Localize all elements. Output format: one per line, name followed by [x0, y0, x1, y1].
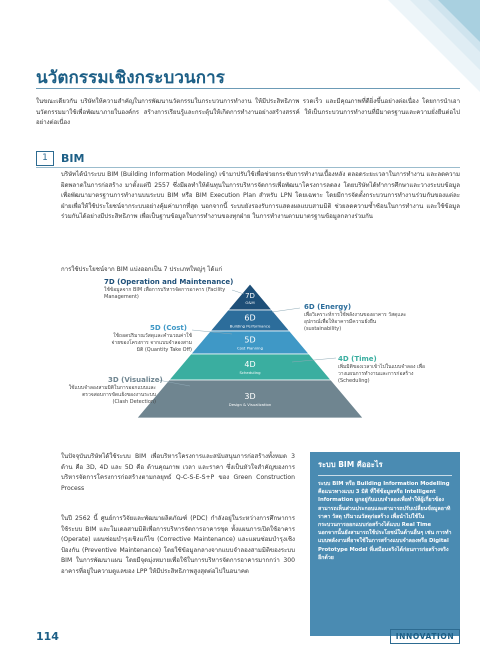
- pyramid-label-5d: Cost Planning: [236, 345, 264, 351]
- info-box-body: ระบบ BIM หรือ Building Information Modelling คือแนวทางแบบ 3 มิติ ที่ใช้ข้อมูลหรือ Intelligent Information ผูกอยู่กับแบบจำลองเพื่อทำให้ผู้เกี่ยวข้องสามารถเห็นส่วนประกอบและสามารถปรับเปลี่ยนข้อมูลอาทิ ราคา วัสดุ ปริมาณวัสดุก่อสร้าง เพื่อนำไปใช้ในกระบวนการออกแบบก่อสร้างได้แบบ Real Time นอกจากนั้นยังสามารถใช้ประโยชน์ในด้านอื่นๆ เช่น การทำแบบพลังงานที่อาจใช้ในการสร้างแบบจำลองหรือ Digital Prototype Model ที่เสมือนจริงได้ก่อนการก่อสร้างจริงอีกด้วย: [318, 481, 452, 561]
- bim-pyramid-diagram: [0, 270, 480, 420]
- dim-7d-note: ใช้ข้อมูลจาก BIM เพื่อการบริหารจัดการอาคาร (Facility Management): [104, 287, 226, 301]
- pyramid-label-4d: Scheduling: [239, 370, 261, 375]
- pyramid-code-4d: 4D: [244, 360, 256, 369]
- pyramid-label-6d: Building Performance: [229, 323, 271, 329]
- dim-5d-title: 5D (Cost): [150, 324, 187, 332]
- dim-5d-note: ใช้ถอดปริมาณวัสดุและคำนวณค่าใช้จ่ายของโครงการ จากแบบจำลองสามมิติ (Quantity Take Off): [111, 333, 192, 354]
- pyramid-label-3d: Design & Visualization: [228, 402, 272, 407]
- bim-lead-text: การใช้ประโยชน์จาก BIM แบ่งออกเป็น 7 ประเภทใหญ่ๆ ได้แก่: [61, 266, 223, 273]
- title-divider: [36, 88, 460, 89]
- dim-4d-title: 4D (Time): [338, 355, 377, 363]
- dim-3d-note: ใช้แบบจำลองสามมิติในการออกแบบและตรวจสอบการขัดแย้งของงานระบบ (Clash Detection): [68, 385, 156, 406]
- dim-7d-title: 7D (Operation and Maintenance): [104, 278, 234, 286]
- dim-4d-note: เพิ่มมิติของเวลาเข้าไปในแบบจำลอง เพื่อวางแผนการทำงานและการก่อสร้าง (Scheduling): [338, 364, 425, 385]
- left-paragraph-1: ในปัจจุบันบริษัทได้ใช้ระบบ BIM เพื่อบริหารโครงการและสนับสนุนการก่อสร้างทั้งหมด 3 ด้าน คือ 3D, 4D และ 5D คือ ด้านคุณภาพ เวลา และราคา ซึ่งเป็นหัวใจสำคัญของการบริหารจัดการโครงการก่อสร้างตามกลยุทธ์ Q-C-S-E-S+P ของ Green Construction Process: [61, 453, 295, 492]
- info-box-title: ระบบ BIM คืออะไร: [318, 459, 452, 476]
- pyramid-code-5d: 5D: [244, 335, 256, 345]
- bim-info-box: [310, 452, 460, 636]
- dim-6d-note: เพื่อวิเคราะห์การใช้พลังงานของอาคาร วัสดุและอุปกรณ์เพื่อให้อาคารมีความยั่งยืน (sustainability): [304, 312, 407, 333]
- intro-paragraph: ในขณะเดียวกัน บริษัทให้ความสำคัญในการพัฒนานวัตกรรมในกระบวนการทำงาน ให้มีประสิทธิภาพ รวดเร็ว และมีคุณภาพที่ดียิ่งขึ้นอย่างต่อเนื่อง โดยการนำเอานวัตกรรมมาใช้เพื่อพัฒนาภายในองค์กร สร้างการเรียนรู้และกระตุ้นให้เกิดการทำงานอย่างสร้างสรรค์ ให้เป็นกระบวนการทำงานที่มีมาตรฐานและความยั่งยืนต่อไปอย่างต่อเนื่อง: [36, 98, 460, 127]
- pyramid-label-7d: O&M: [245, 300, 255, 305]
- pyramid-code-6d: 6D: [244, 313, 256, 323]
- section-divider: [36, 167, 460, 168]
- bim-paragraph: บริษัทได้นำระบบ BIM (Building Information Modeling) เข้ามาปรับใช้เพื่อช่วยกระชับการทำงานเบื้องหลัง ตลอดระยะเวลาในการทำงาน และลดความผิดพลาดในการก่อสร้าง มาตั้งแต่ปี 2557 ซึ่งมีผลทำให้ต้นทุนในการบริหารจัดการเพื่อพัฒนาโครงการลดลง โดยบริษัทได้ทำการศึกษาและวางระบบข้อมูลเพื่อพัฒนามาตรฐานการทำงานบนระบบ BIM หรือ BIM Execution Plan สำหรับ LPN โดยเฉพาะ โดยมีการจัดตั้งกระบวนการทำงานร่วมกันของแต่ละฝ่ายเพื่อให้ใช้ประโยชน์จากระบบอย่างคุ้มค่ามากที่สุด นอกจากนี้ ระบบยังรองรับการแสดงผลแบบสามมิติ ช่วยลดความซ้ำซ้อนในการทำงาน และใช้ข้อมูลร่วมกันได้อย่างมีประสิทธิภาพ เพื่อเป็นฐานข้อมูลในการทำงานของทุกฝ่าย ในการทำงานตามมาตรฐานข้อมูลกลางร่วมกัน: [61, 171, 460, 221]
- page-number: 114: [36, 630, 59, 643]
- dim-3d-title: 3D (Visualize): [108, 376, 163, 384]
- corner-decoration: [388, 0, 480, 92]
- dim-6d-title: 6D (Energy): [304, 303, 352, 311]
- pyramid-code-7d: 7D: [245, 292, 255, 300]
- left-paragraph-2: ในปี 2562 นี้ ศูนย์การวิจัยและพัฒนาผลิตภัณฑ์ (PDC) กำลังอยู่ในระหว่างการศึกษาการใช้ระบบ BIM และโมเดลสามมิติเพื่อการบริหารจัดการอาคารชุด ทั้งแผนการเปิดใช้อาคาร (Operate) แผนซ่อมบำรุงเชิงแก้ไข (Corrective Maintenance) และแผนซ่อมบำรุงเชิงป้องกัน (Preventive Maintenance) โดยใช้ข้อมูลกลางจากแบบจำลองสามมิติของระบบ BIM ในการพัฒนาแผน โดยมีจุดมุ่งหมายเพื่อใช้ในการบริหารจัดการอาคารมากกว่า 300 อาคารที่อยู่ในความดูแลของ LPP ให้มีประสิทธิภาพสูงสุดต่อไปในอนาคต: [61, 515, 295, 575]
- section-title: BIM: [61, 152, 85, 165]
- section-tag: INNOVATION: [390, 629, 460, 644]
- pyramid-connector: [272, 308, 300, 312]
- pyramid-code-3d: 3D: [244, 392, 256, 401]
- section-number: 1: [36, 151, 54, 166]
- page-title: นวัตกรรมเชิงกระบวนการ: [36, 68, 225, 88]
